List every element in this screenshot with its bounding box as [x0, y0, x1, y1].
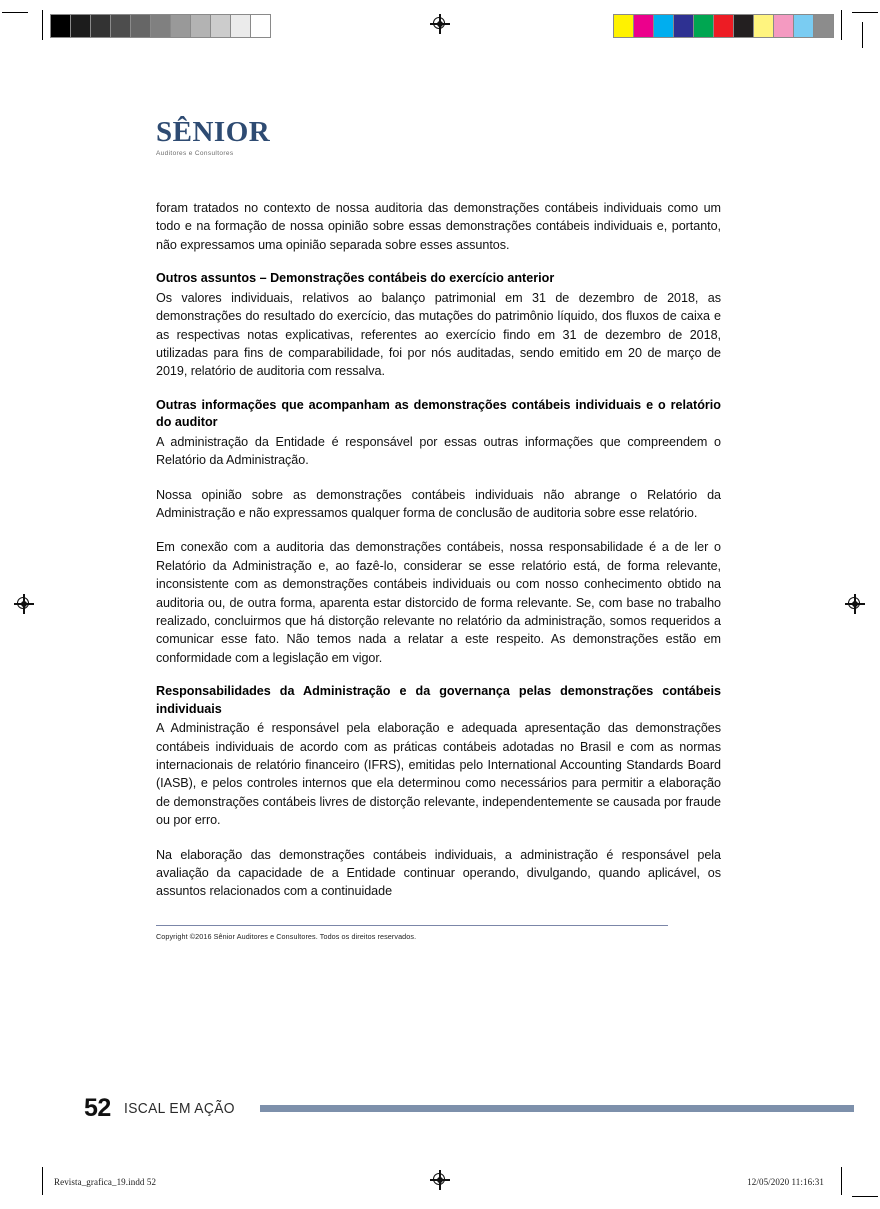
paragraph-intro: foram tratados no contexto de nossa auditoria das demonstrações contábeis individuais como um todo e na formação de nossa opinião sobre essas demonstrações contábeis individuais e, portanto, não expressamos uma opinião separada sobre esses assuntos.	[156, 201, 721, 252]
heading-outras-informacoes: Outras informações que acompanham as demonstrações contábeis individuais e o relatório do auditor	[156, 397, 721, 430]
page-footer	[84, 1096, 854, 1121]
trim-tick-bottom-right	[841, 1167, 842, 1195]
crop-mark-bottom-right	[852, 1196, 878, 1197]
paragraph-outros-assuntos: Os valores individuais, relativos ao balanço patrimonial em 31 de dezembro de 2018, as demonstrações do resultado do exercício, das mutações do patrimônio líquido, dos fluxos de caixa e as respectivas notas explicativas, referentes ao exercício findo em 31 de dezembro de 2018, utilizadas para fins de comparabilidade, foi por nós auditadas, sendo emitido em 20 de março de 2019, relatório de auditoria com ressalva.	[156, 290, 721, 379]
footer-rule	[260, 1105, 854, 1112]
copyright-notice: Copyright ©2016 Sênior Auditores e Consultores. Todos os direitos reservados.	[156, 932, 417, 942]
registration-target-icon-right	[845, 594, 865, 614]
trim-tick-top-left	[42, 10, 43, 40]
page-number: 52	[84, 1094, 111, 1122]
paragraph-na-elaboracao: Na elaboração das demonstrações contábeis individuais, a administração é responsável pela avaliação da capacidade de a Entidade continuar operando, divulgando, quando aplicável, os assuntos relacionados com a continuidade	[156, 847, 721, 899]
section-outros-assuntos	[156, 270, 721, 381]
crop-mark-top-right-h	[852, 12, 878, 13]
heading-outros-assuntos: Outros assuntos – Demonstrações contábeis do exercício anterior	[156, 271, 555, 286]
grayscale-step-wedge	[50, 14, 271, 38]
paragraph-nossa-opiniao: Nossa opinião sobre as demonstrações contábeis individuais não abrange o Relatório da Administração e não expressamos qualquer forma de conclusão de auditoria sobre esse relatório.	[156, 487, 721, 520]
heading-responsabilidades: Responsabilidades da Administração e da governança pelas demonstrações contábeis individuais	[156, 684, 721, 716]
registration-target-icon	[430, 14, 450, 34]
crop-mark-top-left	[2, 12, 28, 13]
trim-tick-top-right	[841, 10, 842, 40]
registration-target-icon-bottom	[430, 1170, 450, 1190]
registration-target-icon-left	[14, 594, 34, 614]
process-color-bar	[613, 14, 834, 38]
slug-filename: Revista_grafica_19.indd 52	[54, 1177, 157, 1187]
logo-wordmark: SÊNIOR	[156, 116, 271, 148]
paragraph-responsabilidades: A Administração é responsável pela elaboração e adequada apresentação das demonstrações contábeis individuais de acordo com as práticas contábeis adotadas no Brasil e com as normas internacionais de relatório financeiro (IFRS), emitidas pelo International Accounting Standards Board (IASB), e pelos controles internos que ela determinou como necessários para permitir a elaboração de demonstrações contábeis livres de distorção relevante, independentemente se causada por fraude ou por erro.	[156, 721, 721, 828]
logo-tagline: Auditores e Consultores	[156, 150, 234, 157]
section-responsabilidades	[156, 683, 721, 829]
page-content	[156, 118, 721, 941]
crop-mark-top-right-v	[862, 22, 863, 48]
publication-title: ISCAL EM AÇÃO	[123, 1100, 235, 1117]
paragraph-outras-informacoes: A administração da Entidade é responsável por essas outras informações que compreendem o Relatório da Administração.	[156, 434, 721, 468]
trim-tick-bottom-left	[42, 1167, 43, 1195]
copyright-divider	[156, 925, 668, 926]
senior-logo	[156, 118, 721, 157]
slug-timestamp: 12/05/2020 11:16:31	[747, 1177, 824, 1187]
section-outras-informacoes	[156, 397, 721, 470]
paragraph-em-conexao: Em conexão com a auditoria das demonstrações contábeis, nossa responsabilidade é a de ler o Relatório da Administração e, ao fazê-lo, considerar se esse relatório está, de forma relevante, inconsistente com as demonstrações contábeis individuais ou com nosso conhecimento obtido na auditoria ou, de outra forma, aparenta estar distorcido de forma relevante. Se, com base no trabalho realizado, concluirmos que há distorção relevante no relatório da administração, somos requeridos a comunicar esse fato. Não temos nada a relatar a este respeito. As demonstrações estão em conformidade com a legislação em vigor.	[156, 540, 721, 665]
